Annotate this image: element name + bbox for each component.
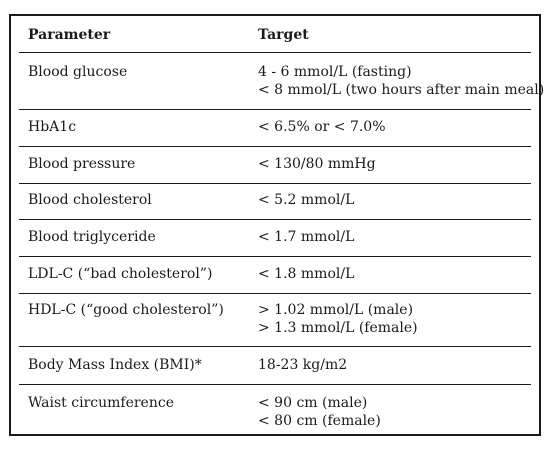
parameter-cell: Blood triglyceride [28, 229, 156, 245]
target-line: < 90 cm (male) [258, 395, 368, 411]
target-cell [258, 191, 354, 209]
parameter-cell: LDL-C (“bad cholesterol”) [28, 266, 213, 282]
target-line: > 1.02 mmol/L (male) [258, 302, 414, 318]
table-row [19, 228, 531, 257]
parameter-cell: Blood cholesterol [28, 192, 152, 208]
header-target: Target [258, 27, 309, 43]
table-row [19, 301, 531, 347]
table-row [19, 118, 531, 147]
target-line: < 5.2 mmol/L [258, 192, 355, 208]
parameter-cell: Waist circumference [28, 395, 174, 411]
target-cell [258, 394, 381, 430]
target-line: 18-23 kg/m2 [258, 357, 348, 373]
parameter-cell: HDL-C (“good cholesterol”) [28, 302, 224, 318]
parameter-cell: HbA1c [28, 119, 77, 135]
target-line: > 1.3 mmol/L (female) [258, 320, 418, 336]
table-row [19, 155, 531, 184]
parameter-cell: Body Mass Index (BMI)* [28, 357, 202, 373]
table-row [19, 356, 531, 385]
target-line: < 1.8 mmol/L [258, 266, 355, 282]
table-row [19, 63, 545, 110]
target-line: < 1.7 mmol/L [258, 229, 355, 245]
targets-table [9, 14, 545, 436]
header-parameter: Parameter [28, 27, 111, 43]
table-header-row [19, 26, 531, 53]
target-line: < 130/80 mmHg [258, 156, 376, 172]
parameter-cell: Blood pressure [28, 156, 136, 172]
target-line: < 8 mmol/L (two hours after main meal) [258, 82, 545, 98]
table-row [19, 265, 531, 294]
target-cell [258, 301, 418, 337]
target-line: < 80 cm (female) [258, 413, 381, 429]
target-cell [258, 228, 354, 246]
target-line: 4 - 6 mmol/L (fasting) [258, 64, 412, 80]
table-row [19, 394, 531, 432]
target-cell [258, 356, 347, 374]
parameter-cell: Blood glucose [28, 64, 128, 80]
table-row [19, 191, 531, 220]
target-cell [258, 265, 354, 283]
target-cell [258, 63, 544, 99]
target-cell [258, 155, 376, 173]
target-cell [258, 118, 386, 136]
target-line: < 6.5% or < 7.0% [258, 119, 386, 135]
